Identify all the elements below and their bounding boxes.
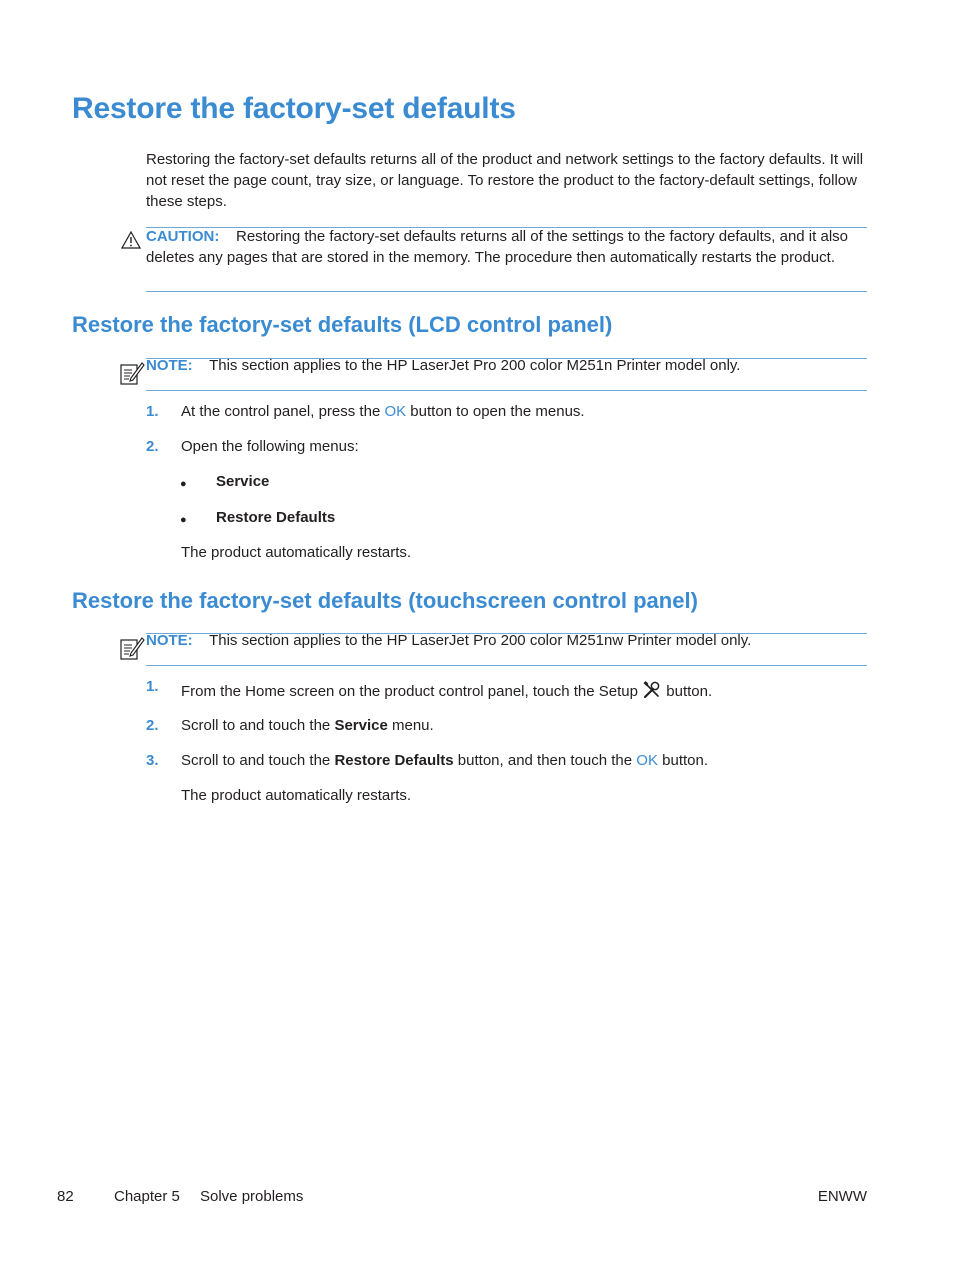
note-text: This section applies to the HP LaserJet Pro 200 color M251n Printer model only. [209, 357, 741, 374]
step-text-part: button. [657, 752, 709, 769]
step-text: Open the following menus: [181, 438, 359, 455]
result-text: The product automatically restarts. [181, 544, 412, 561]
step-text-part: From the Home screen on the product control panel, touch the Setup [181, 682, 643, 700]
caution-text: Restoring the factory-set defaults returns all of the settings to the factory defaults, and it also deletes any pages that are stored in the memory. The procedure then automatically restarts the product. [146, 228, 848, 266]
caution-block [146, 226, 866, 268]
footer-chapter: Chapter 5 [114, 1188, 180, 1205]
note-bottom-rule-touch [146, 665, 867, 666]
bullet-icon: ● [180, 478, 187, 490]
note-lcd [146, 357, 740, 374]
menu-name-service: Service [334, 717, 388, 734]
step-number: 1. [146, 678, 159, 695]
footer-locale: ENWW [817, 1188, 867, 1205]
note-icon [119, 361, 145, 389]
button-name-restore-defaults: Restore Defaults [334, 752, 454, 769]
menu-item-service: Service [216, 473, 270, 490]
note-icon [119, 636, 145, 664]
step-text-part: menu. [387, 717, 434, 734]
ok-key: OK [636, 752, 658, 769]
step-number: 1. [146, 403, 159, 420]
step-number: 2. [146, 438, 159, 455]
caution-label: CAUTION: [146, 228, 220, 245]
footer-section: Solve problems [200, 1188, 304, 1205]
note-bottom-rule-lcd [146, 390, 867, 391]
intro-paragraph: Restoring the factory-set defaults returns all of the product and network settings to the factory defaults. It will not reset the page count, tray size, or language. To restore the product to the factory-default settings, follow these steps. [146, 151, 864, 210]
bullet-icon: ● [180, 514, 187, 526]
page-number: 82 [57, 1188, 74, 1205]
step-text-part: At the control panel, press the [181, 403, 385, 420]
result-text: The product automatically restarts. [181, 787, 412, 804]
ok-key: OK [384, 403, 407, 420]
step-text-part: Scroll to and touch the [181, 717, 335, 734]
note-text: This section applies to the HP LaserJet Pro 200 color M251nw Printer model only. [209, 632, 752, 649]
step-text [181, 680, 712, 704]
section-heading-touchscreen: Restore the factory-set defaults (touchscreen control panel) [72, 588, 698, 613]
step-text-part: Scroll to and touch the [181, 752, 335, 769]
section-heading-lcd: Restore the factory-set defaults (LCD control panel) [72, 312, 613, 337]
step-text [181, 717, 434, 734]
setup-icon [642, 680, 662, 704]
step-text [181, 752, 708, 769]
step-text-part: button to open the menus. [406, 403, 585, 420]
warning-triangle-icon [121, 231, 141, 253]
note-touch [146, 632, 751, 649]
step-number: 3. [146, 752, 159, 769]
note-label: NOTE: [146, 357, 193, 374]
menu-item-restore-defaults: Restore Defaults [216, 509, 336, 526]
step-text-part: button. [662, 682, 713, 700]
step-text-part: button, and then touch the [453, 752, 637, 769]
step-number: 2. [146, 717, 159, 734]
caution-bottom-rule [146, 291, 867, 292]
note-label: NOTE: [146, 632, 193, 649]
step-text [181, 403, 585, 420]
page-title: Restore the factory-set defaults [72, 92, 516, 125]
